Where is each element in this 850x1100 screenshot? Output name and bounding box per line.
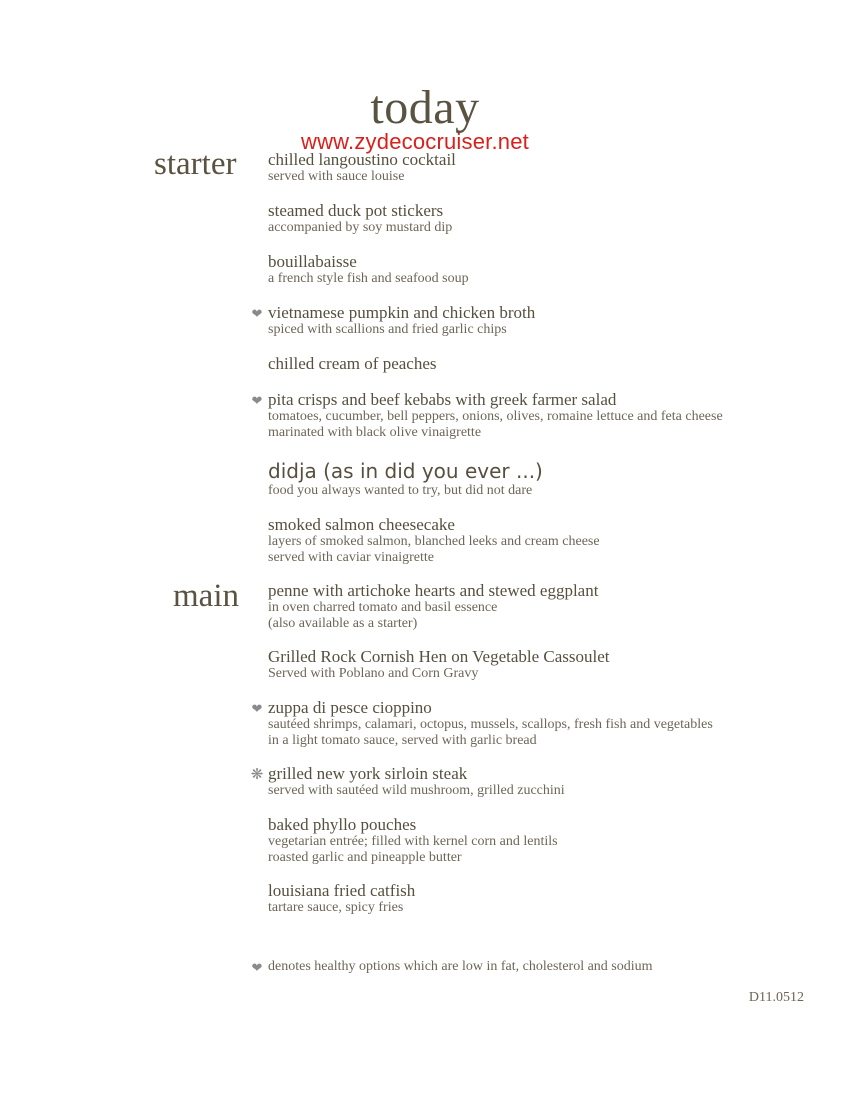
item-name: steamed duck pot stickers: [268, 201, 444, 220]
asterisk-icon: ❋: [250, 767, 264, 783]
menu-item: [268, 355, 437, 373]
footnote: denotes healthy options which are low in fat, cholesterol and sodium: [268, 959, 653, 974]
menu-item: [268, 304, 535, 338]
item-desc: roasted garlic and pineapple butter: [268, 850, 462, 865]
item-name: zuppa di pesce cioppino: [268, 698, 432, 717]
item-desc: served with caviar vinaigrette: [268, 550, 434, 565]
heart-icon: ❤: [251, 306, 263, 321]
item-name: pita crisps and beef kebabs with greek farmer salad: [268, 390, 617, 409]
item-desc: (also available as a starter): [268, 616, 418, 631]
heart-icon: ❤: [251, 393, 263, 408]
item-name: vietnamese pumpkin and chicken broth: [268, 303, 536, 322]
item-desc: served with sautéed wild mushroom, grilled zucchini: [268, 783, 565, 798]
menu-item: [268, 202, 452, 236]
item-name: smoked salmon cheesecake: [268, 515, 455, 534]
menu-item: [268, 882, 415, 916]
document-code: D11.0512: [748, 990, 804, 1005]
menu-item: [268, 516, 600, 566]
item-name: Grilled Rock Cornish Hen on Vegetable Cassoulet: [268, 647, 610, 666]
item-desc: Served with Poblano and Corn Gravy: [268, 666, 479, 681]
item-desc: vegetarian entrée; filled with kernel corn and lentils: [268, 834, 558, 849]
item-desc: a french style fish and seafood soup: [268, 271, 469, 286]
item-name: didja (as in did you ever ...): [268, 459, 543, 483]
item-desc: layers of smoked salmon, blanched leeks and cream cheese: [268, 534, 600, 549]
menu-item: [268, 648, 610, 682]
menu-item: [268, 253, 469, 287]
watermark: www.zydecocruiser.net: [301, 129, 529, 154]
menu-item: [268, 151, 456, 185]
item-desc: in oven charred tomato and basil essence: [268, 600, 498, 615]
menu-item: [268, 391, 723, 441]
item-name: grilled new york sirloin steak: [268, 764, 468, 783]
section-label-main: main: [173, 578, 239, 614]
item-desc: in a light tomato sauce, served with garlic bread: [268, 733, 537, 748]
menu-item: [268, 459, 543, 499]
heart-icon: ❤: [251, 960, 263, 975]
item-desc: tartare sauce, spicy fries: [268, 900, 404, 915]
menu-item: [268, 582, 598, 632]
item-desc: spiced with scallions and fried garlic chips: [268, 322, 507, 337]
item-name: bouillabaisse: [268, 252, 357, 271]
menu-item: [268, 816, 558, 866]
item-desc: accompanied by soy mustard dip: [268, 220, 453, 235]
section-label-starter: starter: [154, 146, 237, 182]
item-desc: sautéed shrimps, calamari, octopus, mussels, scallops, fresh fish and vegetables: [268, 717, 713, 732]
item-name: louisiana fried catfish: [268, 881, 416, 900]
item-name: chilled cream of peaches: [268, 354, 437, 373]
heart-icon: ❤: [251, 701, 263, 716]
item-name: penne with artichoke hearts and stewed eggplant: [268, 581, 599, 600]
item-desc: marinated with black olive vinaigrette: [268, 425, 482, 440]
item-desc: food you always wanted to try, but did not dare: [268, 483, 533, 498]
page-title: today: [370, 81, 480, 134]
menu-item: [268, 765, 565, 799]
menu-item: [268, 699, 713, 749]
item-name: chilled langoustino cocktail: [268, 150, 456, 169]
item-desc: tomatoes, cucumber, bell peppers, onions, olives, romaine lettuce and feta cheese: [268, 409, 723, 424]
item-name: baked phyllo pouches: [268, 815, 417, 834]
item-desc: served with sauce louise: [268, 169, 405, 184]
